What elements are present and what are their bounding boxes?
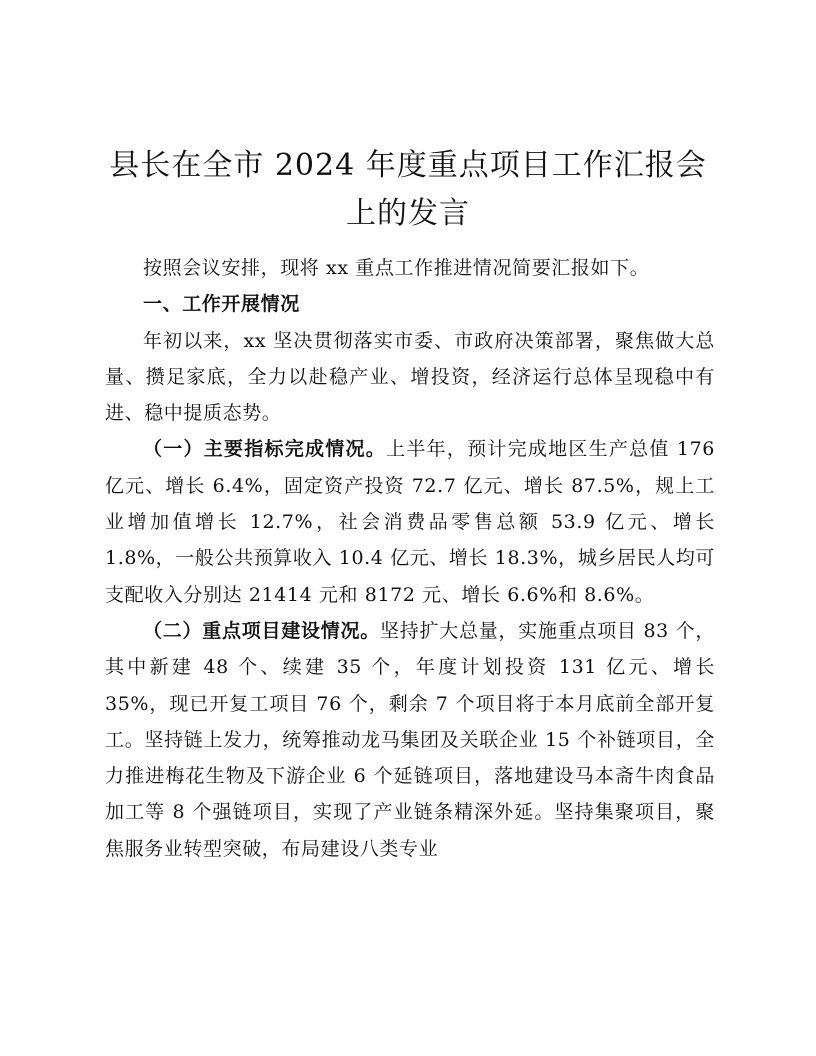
subsection-paragraph-indicators (105, 431, 715, 612)
subsection-text-projects: 坚持扩大总量，实施重点项目 83 个，其中新建 48 个、续建 35 个，年度计划投资 131 亿元、增长 35%，现已开复工项目 76 个，剩余 7 个项目将于本月底前全部开复工。坚持链上发力，统筹推动龙马集团及关联企业 15 个补链项目，全力推进梅花生物及下游企业 6 个延链项目，落地建设马本斋牛肉食品加工等 8 个强链项目，实现了产业链条精深外延。坚持集聚项目，聚焦服务业转型突破，布局建设八类专业 (105, 619, 715, 860)
document-title: 县长在全市 2024 年度重点项目工作汇报会上的发言 (109, 148, 707, 231)
subsection-paragraph-projects (105, 613, 715, 867)
section-heading: 一、工作开展情况 (143, 293, 300, 316)
intro-paragraph: 按照会议安排，现将 xx 重点工作推进情况简要汇报如下。 (143, 257, 650, 279)
subsection-heading-projects: （二）重点项目建设情况。 (143, 619, 380, 642)
subsection-heading-indicators: （一）主要指标完成情况。 (143, 438, 387, 461)
document-body (105, 250, 715, 867)
section-paragraph: 年初以来，xx 坚决贯彻落实市委、市政府决策部署，聚焦做大总量、攒足家底，全力以赴稳产业、增投资，经济运行总体呈现稳中有进、稳中提质态势。 (105, 329, 715, 425)
subsection-text-indicators: 上半年，预计完成地区生产总值 176 亿元、增长 6.4%，固定资产投资 72.7 亿元、增长 87.5%，规上工业增加值增长 12.7%，社会消费品零售总额 53.9 亿元、增长 1.8%，一般公共预算收入 10.4 亿元、增长 18.3%，城乡居民人均可支配收入分别达 21414 元和 8172 元、增长 6.6%和 8.6%。 (105, 438, 715, 606)
